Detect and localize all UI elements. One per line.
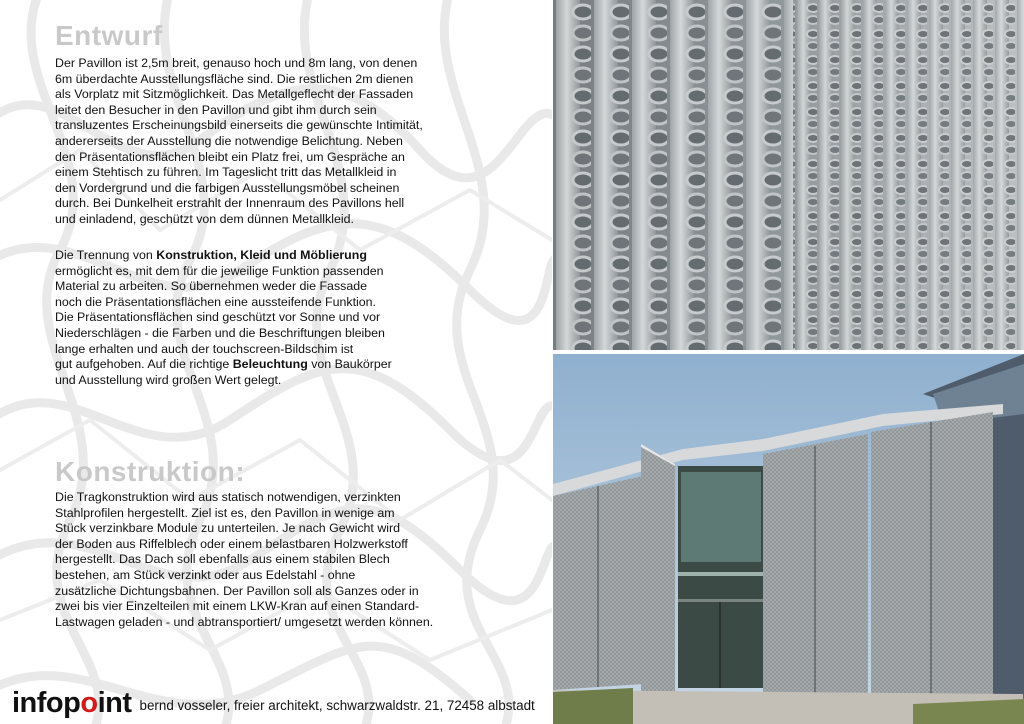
text-line: transluzentes Erscheinungsbild einerseits die gewünschte Intimität, (55, 118, 423, 133)
text-line: 6m überdachte Ausstellungsfläche sind. Die restlichen 2m dienen (55, 71, 414, 86)
text-line: zwei bis vier Einzelteilen mit einem LKW-Kran auf einen Standard- (55, 599, 420, 614)
text-segment: von Baukörper (307, 357, 392, 372)
architect-contact-text: bernd vosseler, freier architekt, schwarzwaldstr. 21, 72458 albstadt (139, 698, 535, 713)
text-segment: Die Trennung von (55, 248, 157, 262)
text-line: als Vorplatz mit Sitzmöglichkeit. Das Metallgeflecht der Fassaden (55, 87, 414, 102)
text-line: Die Präsentationsflächen sind geschützt vor Sonne und vor (55, 310, 381, 325)
text-line: Stahlprofilen hergestellt. Ziel ist es, den Pavillon in wenige am (55, 505, 395, 520)
footer (12, 684, 535, 718)
pavilion-exterior-photo (553, 354, 1024, 724)
bold-text: Konstruktion, Kleid und Möblierung (156, 248, 367, 262)
text-line: Die Tragkonstruktion wird aus statisch notwendigen, verzinkten (55, 490, 401, 504)
text-line: hergestellt. Das Dach soll ebenfalls aus einem stabilen Blech (55, 552, 390, 567)
text-line (55, 248, 535, 264)
text-line: noch die Präsentationsflächen eine aussteifende Funktion. (55, 294, 376, 309)
text-line: den Präsentationsflächen bleibt ein Platz frei, um Gespräche an (55, 149, 405, 164)
logo-accent-letter: o (80, 687, 98, 719)
logo-text-part: infop (12, 687, 81, 719)
text-line: Stück verzinkbare Module zu unterteilen. Je nach Gewicht wird (55, 521, 401, 536)
text-line: Material zu arbeiten. So übernehmen weder die Fassade (55, 279, 368, 294)
logo-text-part: int (97, 687, 132, 719)
heading-entwurf: Entwurf (55, 20, 163, 51)
text-line: einem Stehtisch zu führen. Im Tageslicht tritt das Metallkleid in (55, 165, 397, 180)
text-line: Lastwagen geladen - und abtransportiert/ umgesetzt werden können. (55, 614, 434, 629)
text-line (55, 357, 535, 373)
paragraph-entwurf (55, 56, 535, 228)
paragraph-trennung (55, 248, 535, 388)
text-line: den Vordergrund und die farbigen Ausstellungsmöbel scheinen (55, 180, 400, 195)
text-line: durch. Bei Dunkelheit erstrahlt der Innenraum des Pavillons hell (55, 196, 405, 211)
text-line: und Ausstellung wird großen Wert gelegt. (55, 372, 282, 387)
text-segment: gut aufgehoben. Auf die richtige (55, 357, 233, 372)
text-line: und einladend, geschützt von dem dünnen Metallkleid. (55, 211, 354, 226)
infopoint-logo (12, 688, 132, 718)
text-line: Der Pavillon ist 2,5m breit, genauso hoch und 8m lang, von denen (55, 56, 418, 70)
heading-konstruktion: Konstruktion: (55, 456, 246, 487)
text-line: ermöglicht es, mit dem für die jeweilige Funktion passenden (55, 263, 384, 278)
text-line: zusätzliche Dichtungsbahnen. Der Pavillon soll als Ganzes oder in (55, 583, 419, 598)
text-line: lange erhalten und auch der touchscreen-Bildschim ist (55, 341, 354, 356)
text-line: leitet den Besucher in den Pavillon und gibt ihm durch sein (55, 102, 377, 117)
text-line: der Boden aus Riffelblech oder einem belastbaren Holzwerkstoff (55, 536, 408, 551)
facade-mesh-closeup-photo (553, 0, 1024, 350)
text-line: bestehen, am Stück verzinkt oder aus Edelstahl - ohne (55, 567, 356, 582)
paragraph-konstruktion (55, 490, 535, 630)
text-line: andererseits der Ausstellung die notwendige Belichtung. Neben (55, 133, 403, 148)
bold-text: Beleuchtung (232, 357, 308, 372)
text-line: Niederschlägen - die Farben und die Beschriftungen bleiben (55, 325, 385, 340)
